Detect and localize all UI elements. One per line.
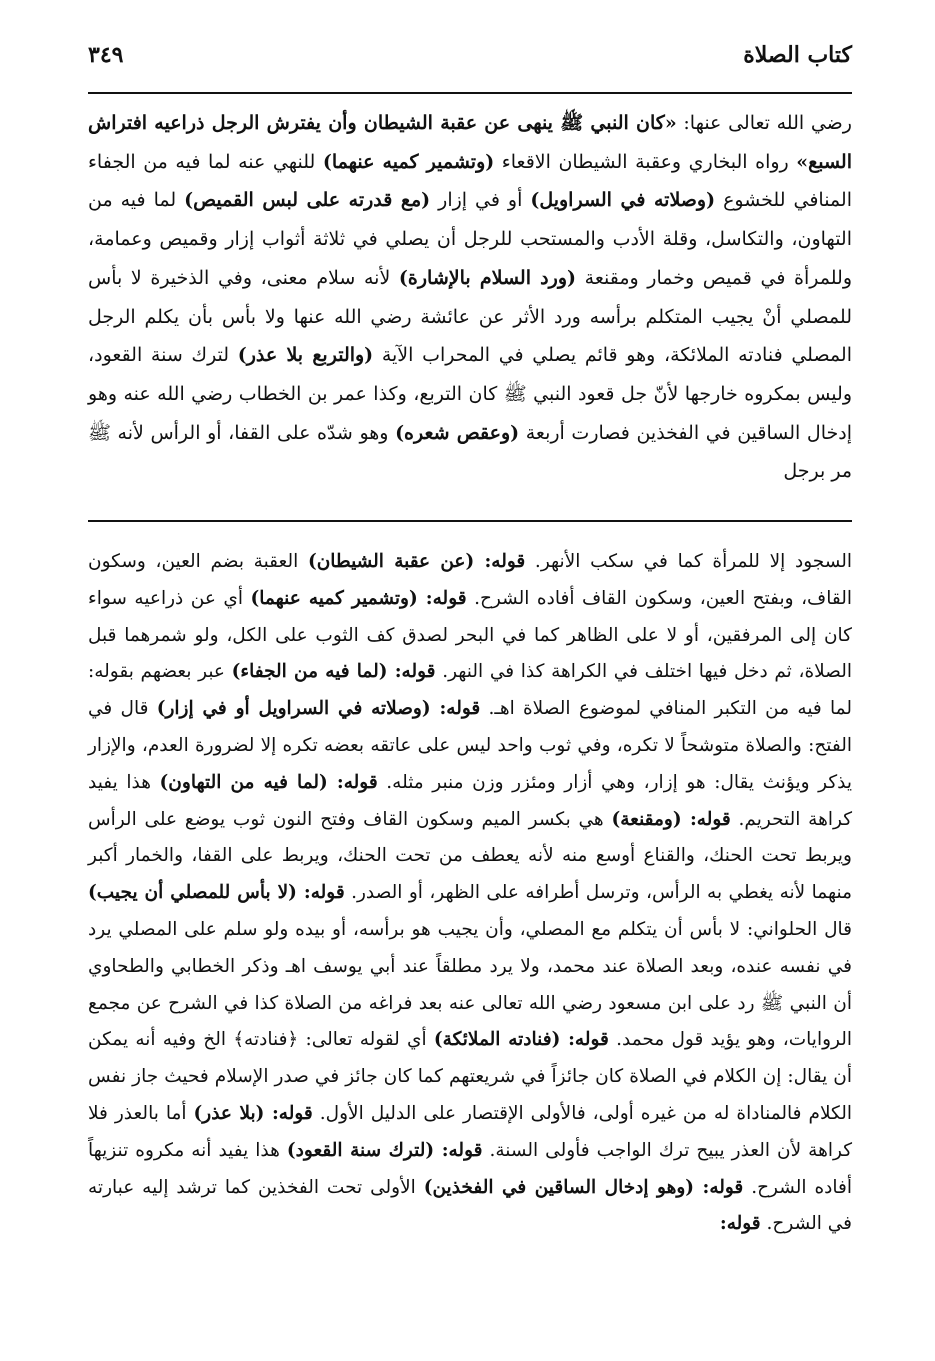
bold-run: قوله: (ومقنعة) bbox=[611, 808, 731, 830]
footnote-divider bbox=[88, 520, 852, 522]
book-title: كتاب الصلاة bbox=[743, 42, 852, 68]
text-run: وهو شدّه على القفا، أو الرأس لأنه ﷺ مر برجل bbox=[88, 421, 852, 483]
running-header bbox=[88, 42, 852, 82]
bold-run: قوله: (لترك سنة القعود) bbox=[286, 1139, 483, 1161]
text-run: للنهي عنه لما فيه من الجفاء المنافي للخشوع bbox=[88, 150, 852, 212]
bold-run: (ورد السلام بالإشارة) bbox=[398, 266, 576, 289]
header-divider bbox=[88, 92, 852, 94]
text-run: هذا يفيد أنه مكروه تنزيهاً أفاده الشرح. bbox=[88, 1139, 852, 1198]
text-run: السجود إلا للمرأة كما في سكب الأنهر. bbox=[525, 551, 852, 572]
text-run: العقبة بضم العين، وسكون القاف، وبفتح العين، وسكون القاف أفاده الشرح. bbox=[88, 551, 852, 609]
notes-paragraph bbox=[88, 544, 852, 1243]
text-run: عبر بعضهم بقوله: لما فيه من التكبر المنافي لموضوع الصلاة اهـ. bbox=[88, 661, 852, 720]
bold-run: قوله: (وصلاته في السراويل أو في إزار) bbox=[156, 698, 481, 720]
text-run: الأولى تحت الفخذين كما ترشد إليه عبارته في الشرح. bbox=[88, 1176, 852, 1235]
text-run: أما بالعذر فلا كراهة لأن العذر يبيح ترك الواجب فأولى السنة. bbox=[88, 1102, 852, 1161]
text-run: رضي الله تعالى عنها: bbox=[676, 112, 852, 134]
bold-run: قوله: (لما فيه من الجفاء) bbox=[231, 661, 436, 683]
commentary-notes bbox=[88, 544, 852, 1243]
bold-run: قوله: (لا بأس للمصلي أن يجيب) bbox=[88, 882, 345, 904]
page-number: ٣٤٩ bbox=[88, 42, 124, 68]
text-run: قال الحلواني: لا بأس أن يتكلم مع المصلي، وأن يجيب هو برأسه، أو بيده ولو سلم على المصلي يرد في نفسه عنده، وبعد الصلاة عند محمد، ولا يرد مطلقاً عند أبي يوسف اهـ وذكر الخطابي والطحاوي أن النبي ﷺ رد على ابن مسعود رضي الله تعالى عنه بعد فراغه من الصلاة كذا في الشرح عن مجمع الروايات، وهو يؤيد قول محمد. bbox=[88, 918, 852, 1051]
bold-run: قوله: bbox=[719, 1213, 761, 1235]
text-run: قال في الفتح: والصلاة متوشحاً لا تكره، وفي ثوب واحد ليس على عاتقه بعضه تكره إلا لضرورة العدم، والإزار يذكر ويؤنث يقال: هو إزار، وهي أزار ومئزر وزن منبر مثله. bbox=[88, 698, 852, 793]
bold-run: (وصلاته في السراويل) bbox=[530, 189, 716, 212]
bold-run: قوله: (وهو إدخال الساقين في الفخذين) bbox=[423, 1176, 744, 1198]
bold-run: قوله: (وتشمير كميه عنهما) bbox=[250, 587, 467, 609]
bold-run: قوله: (لما فيه من التهاون) bbox=[159, 771, 378, 793]
text-run: رواه البخاري وعقبة الشيطان الاقعاء bbox=[494, 150, 797, 173]
text-run: لأنه سلام معنى، وفي الذخيرة لا بأس للمصلي أنْ يجيب المتكلم برأسه ورد الأثر عن عائشة رضي الله عنها ولا بأس بأن يكلم الرجل المصلي فنادته الملائكة، وهو قائم يصلي في المحراب الآية bbox=[88, 266, 852, 367]
text-run: لترك سنة القعود، وليس بمكروه خارجها لأنّ جل قعود النبي ﷺ كان التربع، وكذا عمر بن الخطاب رضي الله عنه وهو إدخال الساقين في الفخذين فصارت أربعة bbox=[88, 344, 852, 444]
bold-run: قوله: (فنادته الملائكة) bbox=[433, 1029, 609, 1051]
text-run: أي لقوله تعالى: ﴿فنادته﴾ الخ وفيه أنه يمكن أن يقال: إن الكلام في الصلاة كان جائزاً في شريعتهم كما كان جائز في صدر الإسلام فحيث جاز نفس الكلام فالمناداة له من غيره أولى، فالأولى الإقتصار على الدليل الأول. bbox=[88, 1029, 852, 1124]
text-run: هذا يفيد كراهة التحريم. bbox=[88, 771, 852, 830]
bold-run: قوله: (بلا عذر) bbox=[193, 1102, 313, 1124]
main-text bbox=[88, 104, 852, 491]
main-paragraph bbox=[88, 104, 852, 491]
bold-run: «كان النبي ﷺ ينهى عن عقبة الشيطان وأن يفترش الرجل ذراعيه افتراش السبع» bbox=[88, 112, 852, 173]
bold-run: (وعقص شعره) bbox=[395, 421, 520, 444]
bold-run: قوله: (عن عقبة الشيطان) bbox=[307, 551, 526, 572]
text-run: أو في إزار bbox=[430, 189, 531, 212]
text-run: هي بكسر الميم وسكون القاف وفتح النون ثوب يوضع على الرأس ويربط تحت الحنك، والقناع أوسع منه لأنه يعطف من تحت الحنك، ويربط على القفا، والخمار أكبر منهما لأنه يغطي به الرأس، وترسل أطرافه على الظهر، أو الصدر. bbox=[88, 808, 852, 904]
text-run: أي عن ذراعيه سواء كان إلى المرفقين، أو لا على الظاهر كما في البحر لصدق كف الثوب على الكل، ولو شمرهما قبل الصلاة، ثم دخل فيها اختلف في الكراهة كذا في النهر. bbox=[88, 587, 853, 683]
bold-run: (مع قدرته على لبس القميص) bbox=[184, 189, 431, 212]
bold-run: (وتشمير كميه عنهما) bbox=[322, 150, 495, 173]
bold-run: (والتربع بلا عذر) bbox=[237, 344, 374, 367]
text-run: لما فيه من التهاون، والتكاسل، وقلة الأدب والمستحب للرجل أن يصلي في ثلاثة أثواب إزار وقميص وعمامة، وللمرأة في قميص وخمار ومقنعة bbox=[88, 189, 853, 289]
